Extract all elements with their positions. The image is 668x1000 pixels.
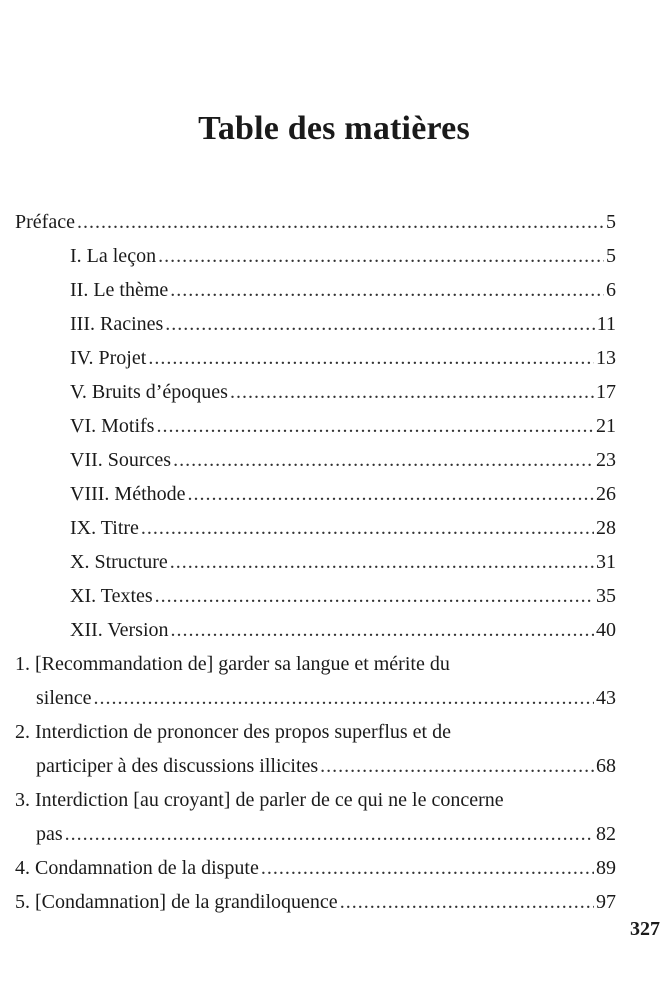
toc-chapter-entry[interactable] <box>15 851 616 885</box>
toc-entry-label: Préface <box>15 211 75 233</box>
toc-entry-page: 28 <box>596 517 616 539</box>
toc-chapter-entry[interactable] <box>15 715 616 783</box>
dot-leader <box>230 375 594 409</box>
toc-entry-page: 43 <box>596 687 616 709</box>
toc-entry-label: IV. Projet <box>70 347 147 369</box>
dot-leader <box>141 511 594 545</box>
toc-entry-label: 3. Interdiction [au croyant] de parler de ce qui ne le concerne <box>15 789 504 811</box>
toc-entry[interactable] <box>70 341 616 375</box>
toc-entry-page: 5 <box>606 211 616 233</box>
toc-entry[interactable] <box>70 443 616 477</box>
toc-entry-label: 1. [Recommandation de] garder sa langue et mérite du <box>15 653 450 675</box>
toc-entry-page: 40 <box>596 619 616 641</box>
toc-entry-page: 23 <box>596 449 616 471</box>
toc-entry-page: 89 <box>596 857 616 879</box>
dot-leader <box>156 409 594 443</box>
toc-entry-page: 17 <box>596 381 616 403</box>
toc-entry[interactable] <box>70 409 616 443</box>
toc-entry-page: 68 <box>596 755 616 777</box>
toc-entry[interactable] <box>70 579 616 613</box>
toc-entry-label: XII. Version <box>70 619 169 641</box>
toc-entry-label-continued: pas <box>36 823 63 845</box>
toc-entry-page: 11 <box>596 313 616 335</box>
toc-entry-page: 13 <box>596 347 616 369</box>
toc-entry-label: VII. Sources <box>70 449 172 471</box>
dot-leader <box>170 273 604 307</box>
dot-leader <box>261 851 594 885</box>
table-of-contents <box>0 205 668 919</box>
dot-leader <box>171 613 594 647</box>
toc-entry[interactable] <box>70 545 616 579</box>
toc-entry-label: IX. Titre <box>70 517 139 539</box>
dot-leader <box>188 477 594 511</box>
toc-entry[interactable] <box>70 375 616 409</box>
toc-entry-page: 35 <box>596 585 616 607</box>
toc-entry[interactable] <box>70 613 616 647</box>
toc-entry-label: 5. [Condamnation] de la grandiloquence <box>15 891 338 913</box>
toc-entry[interactable] <box>70 239 616 273</box>
toc-entry-label: XI. Textes <box>70 585 153 607</box>
toc-entry[interactable] <box>70 477 616 511</box>
toc-entry-page: 21 <box>596 415 616 437</box>
dot-leader <box>320 749 594 783</box>
toc-chapter-entry[interactable] <box>15 885 616 919</box>
toc-entry-label: 2. Interdiction de prononcer des propos superflus et de <box>15 721 451 743</box>
toc-entry[interactable] <box>70 307 616 341</box>
dot-leader <box>155 579 594 613</box>
toc-entry-preface[interactable] <box>15 205 616 239</box>
toc-entry-page: 31 <box>596 551 616 573</box>
toc-entry-label: V. Bruits d’époques <box>70 381 228 403</box>
toc-entry-label: VIII. Méthode <box>70 483 186 505</box>
toc-entry-label: II. Le thème <box>70 279 169 301</box>
toc-entry[interactable] <box>70 511 616 545</box>
toc-entry-label: 4. Condamnation de la dispute <box>15 857 259 879</box>
dot-leader <box>77 205 604 239</box>
toc-entry-page: 26 <box>596 483 616 505</box>
dot-leader <box>170 545 594 579</box>
toc-entry-page: 6 <box>606 279 616 301</box>
dot-leader <box>65 817 594 851</box>
dot-leader <box>165 307 594 341</box>
toc-entry[interactable] <box>70 273 616 307</box>
dot-leader <box>340 885 594 919</box>
dot-leader <box>94 681 594 715</box>
page-number: 327 <box>630 918 660 940</box>
dot-leader <box>158 239 604 273</box>
toc-entry-page: 82 <box>596 823 616 845</box>
dot-leader <box>148 341 594 375</box>
toc-entry-label-continued: silence <box>36 687 92 709</box>
toc-entry-label: X. Structure <box>70 551 168 573</box>
page-title: Table des matières <box>198 110 470 147</box>
toc-entry-label-continued: participer à des discussions illicites <box>36 755 319 777</box>
toc-chapter-entry[interactable] <box>15 647 616 715</box>
toc-entry-label: VI. Motifs <box>70 415 155 437</box>
toc-entry-page: 5 <box>606 245 616 267</box>
dot-leader <box>173 443 594 477</box>
toc-chapter-entry[interactable] <box>15 783 616 851</box>
toc-entry-label: III. Racines <box>70 313 164 335</box>
toc-entry-label: I. La leçon <box>70 245 157 267</box>
toc-entry-page: 97 <box>596 891 616 913</box>
